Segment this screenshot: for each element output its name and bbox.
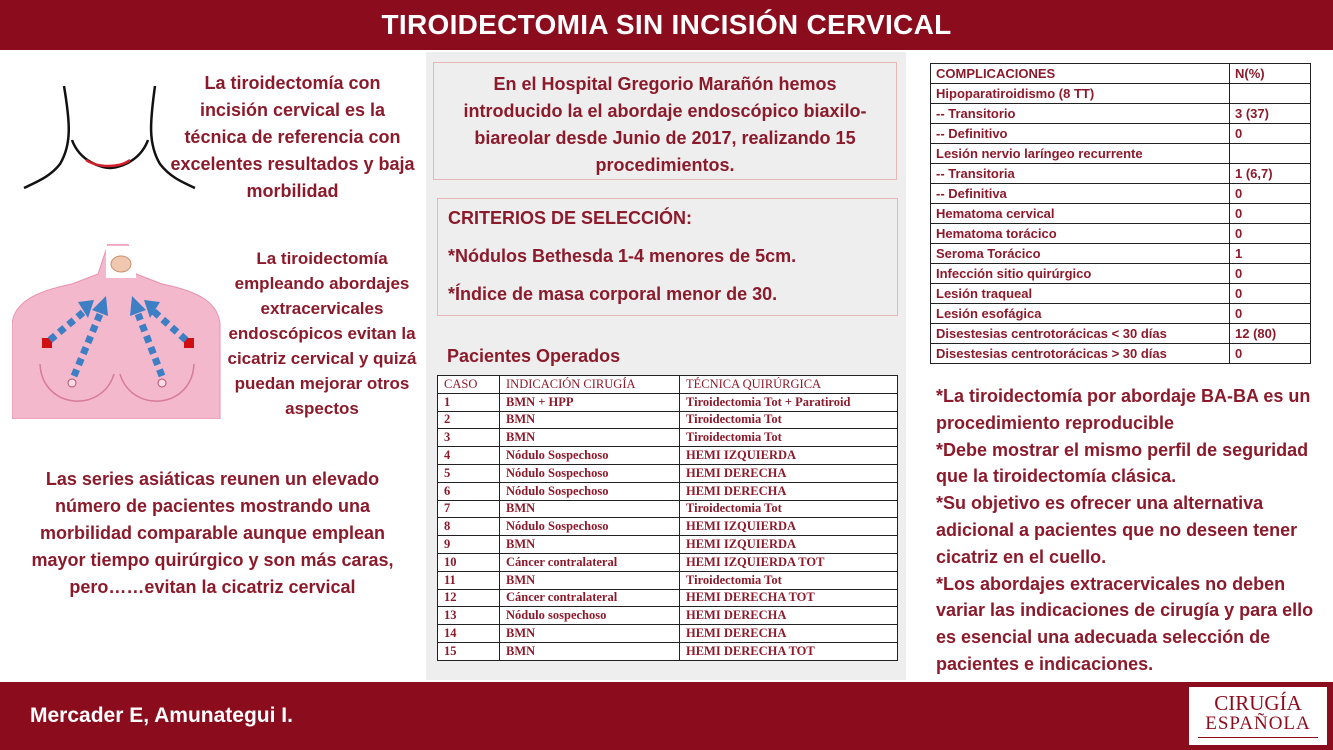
title-bar — [0, 0, 1333, 50]
complication-name-cell: Infección sitio quirúrgico — [931, 264, 1230, 284]
case-number-cell: 6 — [438, 482, 500, 500]
conclusion-item: *Los abordajes extracervicales no deben variar las indicaciones de cirugía y para ello es esencial una adecuada selección de pacientes e indicaciones. — [936, 573, 1314, 674]
table-row — [438, 429, 898, 447]
indication-cell: BMN + HPP — [500, 393, 680, 411]
indication-cell: BMN — [500, 536, 680, 554]
complication-name-cell: -- Definitivo — [931, 124, 1230, 144]
table-row — [931, 164, 1311, 184]
asian-series-text: Las series asiáticas reunen un elevado número de pacientes mostrando una morbilidad comparable aunque emplean mayor tiempo quirúrgico y son más caras, pero……evitan la cicatriz cervical — [31, 469, 394, 597]
torso-approach-illustration — [12, 244, 222, 419]
technique-cell: HEMI DERECHA — [680, 482, 898, 500]
complication-name-cell: Disestesias centrotorácicas > 30 días — [931, 344, 1230, 364]
complication-value-cell: 0 — [1230, 284, 1311, 304]
case-number-cell: 1 — [438, 393, 500, 411]
table-row — [438, 500, 898, 518]
table-row — [438, 625, 898, 643]
complication-name-cell: Disestesias centrotorácicas < 30 días — [931, 324, 1230, 344]
logo-line-2: ESPAÑOLA — [1205, 713, 1311, 734]
table-row — [931, 284, 1311, 304]
case-number-cell: 12 — [438, 589, 500, 607]
technique-cell: Tiroidectomia Tot — [680, 411, 898, 429]
conclusion-item: *La tiroidectomía por abordaje BA-BA es un procedimiento reproducible — [936, 386, 1311, 433]
technique-cell: HEMI DERECHA — [680, 625, 898, 643]
indication-cell: Nódulo Sospechoso — [500, 447, 680, 465]
complication-name-cell: Hematoma torácico — [931, 224, 1230, 244]
indication-cell: Nódulo sospechoso — [500, 607, 680, 625]
technique-cell: HEMI DERECHA TOT — [680, 589, 898, 607]
technique-cell: HEMI DERECHA — [680, 607, 898, 625]
table-row — [931, 184, 1311, 204]
conclusion-item: *Debe mostrar el mismo perfil de seguridad que la tiroidectomía clásica. — [936, 439, 1309, 487]
column-header-n: N(%) — [1230, 64, 1311, 84]
conclusions — [936, 383, 1326, 678]
indication-cell: Nódulo Sospechoso — [500, 464, 680, 482]
table-row — [438, 518, 898, 536]
indication-cell: Cáncer contralateral — [500, 553, 680, 571]
indication-cell: BMN — [500, 642, 680, 660]
complication-value-cell: 0 — [1230, 204, 1311, 224]
case-number-cell: 5 — [438, 464, 500, 482]
complication-value-cell: 0 — [1230, 344, 1311, 364]
criteria-item: *Nódulos Bethesda 1-4 menores de 5cm. — [448, 246, 797, 266]
table-row — [931, 324, 1311, 344]
footer-bar — [0, 682, 1333, 750]
case-number-cell: 3 — [438, 429, 500, 447]
case-number-cell: 2 — [438, 411, 500, 429]
case-number-cell: 10 — [438, 553, 500, 571]
indication-cell: BMN — [500, 500, 680, 518]
table-row — [438, 482, 898, 500]
complication-name-cell: Lesión esofágica — [931, 304, 1230, 324]
extracervical-text: La tiroidectomía empleando abordajes extracervicales endoscópicos evitan la cicatriz cervical y quizá puedan mejorar otros aspectos — [227, 249, 417, 418]
complication-name-cell: Hematoma cervical — [931, 204, 1230, 224]
complication-value-cell — [1230, 84, 1311, 104]
column-header-indication: INDICACIÓN CIRUGÍA — [500, 376, 680, 394]
indication-cell: Cáncer contralateral — [500, 589, 680, 607]
complication-value-cell: 0 — [1230, 124, 1311, 144]
case-number-cell: 13 — [438, 607, 500, 625]
column-header-technique: TÉCNICA QUIRÚRGICA — [680, 376, 898, 394]
table-row — [438, 393, 898, 411]
technique-cell: HEMI IZQUIERDA — [680, 536, 898, 554]
technique-cell: HEMI DERECHA TOT — [680, 642, 898, 660]
case-number-cell: 15 — [438, 642, 500, 660]
indication-cell: BMN — [500, 571, 680, 589]
table-row — [438, 536, 898, 554]
table-header-row — [438, 376, 898, 394]
intro-conventional-text: La tiroidectomía con incisión cervical es la técnica de referencia con excelentes resultados y baja morbilidad — [170, 73, 415, 201]
complication-value-cell: 1 — [1230, 244, 1311, 264]
complications-table — [930, 63, 1311, 364]
technique-cell: HEMI IZQUIERDA — [680, 518, 898, 536]
case-number-cell: 11 — [438, 571, 500, 589]
table-row — [931, 204, 1311, 224]
logo-line-1: CIRUGÍA — [1214, 691, 1302, 715]
table-row — [931, 124, 1311, 144]
table-row — [931, 84, 1311, 104]
complication-name-cell: Lesión traqueal — [931, 284, 1230, 304]
indication-cell: BMN — [500, 411, 680, 429]
complication-name-cell: -- Transitoria — [931, 164, 1230, 184]
complication-name-cell: Hipoparatiroidismo (8 TT) — [931, 84, 1230, 104]
column-header-complications: COMPLICACIONES — [931, 64, 1230, 84]
indication-cell: BMN — [500, 625, 680, 643]
table-row — [931, 224, 1311, 244]
table-row — [438, 607, 898, 625]
technique-cell: Tiroidectomia Tot + Paratiroid — [680, 393, 898, 411]
complication-value-cell: 1 (6,7) — [1230, 164, 1311, 184]
technique-cell: HEMI DERECHA — [680, 464, 898, 482]
technique-cell: Tiroidectomia Tot — [680, 571, 898, 589]
table-row — [438, 464, 898, 482]
complication-name-cell: Seroma Torácico — [931, 244, 1230, 264]
complication-value-cell: 0 — [1230, 264, 1311, 284]
case-number-cell: 8 — [438, 518, 500, 536]
criteria-item: *Índice de masa corporal menor de 30. — [448, 284, 778, 304]
selection-criteria-box — [437, 198, 898, 316]
technique-cell: HEMI IZQUIERDA TOT — [680, 553, 898, 571]
authors: Mercader E, Amunategui I. — [30, 704, 293, 727]
technique-cell: HEMI IZQUIERDA — [680, 447, 898, 465]
table-row — [438, 642, 898, 660]
conclusion-item: *Su objetivo es ofrecer una alternativa adicional a pacientes que no deseen tener cicatriz en el cuello. — [936, 493, 1298, 567]
cirugia-espanola-logo — [1187, 685, 1329, 747]
patients-title: Pacientes Operados — [447, 346, 621, 366]
criteria-heading: CRITERIOS DE SELECCIÓN: — [448, 208, 693, 228]
table-row — [931, 264, 1311, 284]
complication-value-cell: 0 — [1230, 304, 1311, 324]
indication-cell: Nódulo Sospechoso — [500, 482, 680, 500]
hospital-intro-box: En el Hospital Gregorio Marañón hemos introducido la el abordaje endoscópico biaxilo-biareolar desde Junio de 2017, realizando 15 procedimientos. — [433, 62, 897, 180]
patients-table — [437, 375, 898, 661]
case-number-cell: 9 — [438, 536, 500, 554]
table-row — [931, 304, 1311, 324]
complication-name-cell: -- Definitiva — [931, 184, 1230, 204]
column-header-case: CASO — [438, 376, 500, 394]
table-row — [438, 589, 898, 607]
logo-rule — [1198, 737, 1318, 740]
table-row — [438, 447, 898, 465]
complication-value-cell: 0 — [1230, 224, 1311, 244]
complication-value-cell — [1230, 144, 1311, 164]
complication-name-cell: Lesión nervio laríngeo recurrente — [931, 144, 1230, 164]
complication-value-cell: 0 — [1230, 184, 1311, 204]
table-row — [931, 104, 1311, 124]
table-header-row — [931, 64, 1311, 84]
page-title: TIROIDECTOMIA SIN INCISIÓN CERVICAL — [381, 9, 952, 40]
case-number-cell: 14 — [438, 625, 500, 643]
complication-name-cell: -- Transitorio — [931, 104, 1230, 124]
indication-cell: Nódulo Sospechoso — [500, 518, 680, 536]
table-row — [931, 244, 1311, 264]
technique-cell: Tiroidectomia Tot — [680, 429, 898, 447]
table-row — [438, 553, 898, 571]
complication-value-cell: 12 (80) — [1230, 324, 1311, 344]
technique-cell: Tiroidectomia Tot — [680, 500, 898, 518]
table-row — [438, 411, 898, 429]
case-number-cell: 7 — [438, 500, 500, 518]
table-row — [931, 344, 1311, 364]
table-row — [438, 571, 898, 589]
complication-value-cell: 3 (37) — [1230, 104, 1311, 124]
indication-cell: BMN — [500, 429, 680, 447]
table-row — [931, 144, 1311, 164]
case-number-cell: 4 — [438, 447, 500, 465]
